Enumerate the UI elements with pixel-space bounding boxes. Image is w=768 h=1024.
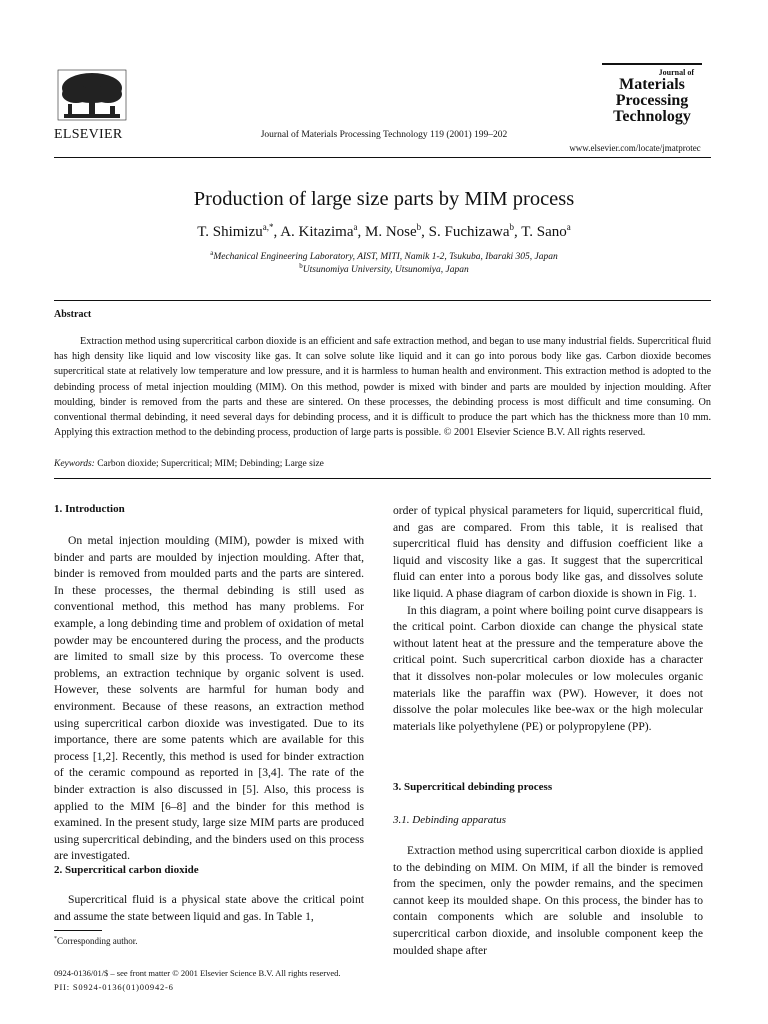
footnote-text: Corresponding author. (57, 936, 138, 946)
author-name: T. Sano (521, 224, 567, 240)
abstract-heading: Abstract (54, 309, 92, 320)
keywords-label: Keywords: (54, 459, 95, 469)
publisher-name: ELSEVIER (54, 127, 123, 142)
abstract-divider (54, 300, 711, 301)
author-separator: , (514, 224, 522, 240)
pii-identifier: PII: S0924-0136(01)00942-6 (54, 982, 174, 992)
front-matter-notice: 0924-0136/01/$ – see front matter © 2001 Elsevier Science B.V. All rights reserved. (54, 968, 341, 978)
author-list (0, 222, 768, 241)
keywords-divider (54, 478, 711, 479)
subsection-3-1-paragraph: Extraction method using supercritical carbon dioxide is applied to the debinding on MIM. On MIM, if all the binder is removed from the specimen, only the powder remains, and the specimen cannot keep its moulded shape. On this process, the binder has to contain components which are soluble and insoluble to supercritical carbon dioxide, and insoluble component keep the moulded shape after (393, 844, 703, 957)
section-2-paragraph: Supercritical fluid is a physical state above the critical point and assume the state between liquid and gas. In Table 1, (54, 893, 364, 923)
section-1-heading: 1. Introduction (54, 503, 125, 515)
journal-logo-line2: Processing (615, 92, 689, 109)
journal-logo (602, 63, 702, 125)
author-affiliation-mark: b (509, 222, 514, 232)
affiliation-b (0, 262, 768, 275)
footnote-rule (54, 930, 102, 931)
author-name: T. Shimizu (197, 224, 263, 240)
journal-citation: Journal of Materials Processing Technology 119 (2001) 199–202 (260, 130, 508, 140)
section-2-paragraph-2: In this diagram, a point where boiling point curve disappears is the critical point. Carbon dioxide can change the physical state without latent heat at the pressure and the temperature above the critical point. Such supercritical carbon dioxide has a character that it dissolves non-polar molecules or low molecules organic materials like the paraffin wax (PW). However, it does not dissolve the polar molecules like bee-wax or the high molecular materials like polyethylene (PE) or polypropylene (PP). (393, 603, 703, 733)
author-name: S. Fuchizawa (428, 224, 510, 240)
elsevier-tree-logo (54, 66, 130, 128)
section-2-body (54, 892, 364, 925)
author-name: A. Kitazima (280, 224, 354, 240)
journal-logo-small: Journal of (658, 68, 694, 77)
author-affiliation-mark: a (353, 222, 358, 232)
subsection-3-1-body (393, 843, 703, 959)
keywords (54, 459, 324, 469)
author-affiliation-mark: a,* (262, 222, 274, 232)
journal-logo-line1: Materials (619, 76, 685, 93)
section-3-heading: 3. Supercritical debinding process (393, 781, 553, 793)
abstract-text: Extraction method using supercritical carbon dioxide is an efficient and safe extraction method, and began to use many industrial fields. Supercritical fluid has high density like liquid and low viscosity like gas. It can solve solute like liquid and it can go into porous body like gas. Carbon dioxide becomes supercritical state at relatively low temperature and low pressure, and it is harmless to human health and environment. This extraction method is adopted to the debinding process of metal injection moulding (MIM). On this method, powder is mixed with binder and parts are moulded by injection moulding. After moulding, binder is removed from the parts and these are sintered. On these processes, the debinding process is most difficult and time consuming. On conventional thermal debinding, it need several days for debinding process, and it is difficult to produce the part which has the thickness more than 10 mm. Applying this extraction method to the debinding process, production of large parts is possible. © 2001 Elsevier Science B.V. All rights reserved. (54, 336, 711, 439)
header-divider (54, 157, 711, 158)
paper-title: Production of large size parts by MIM process (193, 188, 575, 210)
author-affiliation-mark: b (416, 222, 422, 232)
author-separator: , (273, 224, 281, 240)
affiliation-a (0, 249, 768, 262)
journal-logo-rule (602, 63, 702, 65)
journal-logo-line3: Technology (613, 108, 691, 125)
keywords-text: Carbon dioxide; Supercritical; MIM; Debinding; Large size (97, 459, 324, 469)
footnote-mark: * (54, 936, 57, 942)
section-2-continued (393, 503, 703, 735)
affiliation-a-text: Mechanical Engineering Laboratory, AIST, MITI, Namik 1-2, Tsukuba, Ibaraki 305, Japan (213, 252, 558, 263)
author-separator: , (357, 224, 365, 240)
affiliation-a-mark: a (210, 249, 214, 257)
author-separator: , (421, 224, 429, 240)
section-1-paragraph: On metal injection moulding (MIM), powder is mixed with binder and parts are moulded by injection moulding. After that, binder is removed from moulded parts and the parts are sintered. In these processes, the thermal debinding is still used as conventional method, this method has many problems. For example, a long debinding time and problem of oxidation of metal powder may be encountered during the process, and the products are limited to small size by this process. To overcome these problems, an extraction technique by organic solvent is used. However, these solvents are harmful for human body and environment. Because of these reasons, an extraction method using supercritical carbon dioxide was investigated. Due to its importance, there are some patents which are available for this process [1,2]. Recently, this method is used for binder extraction of the ceramic compound as reported in [3,4]. The rate of the binder extraction is also discussed in [5]. Also, this process is applied to the MIM [6–8] and the binder for this method is examined. In the present study, large size MIM parts are produced using supercritical debinding, and the binders used on this process are investigated. (54, 534, 364, 863)
footnote (54, 936, 138, 946)
affiliation-b-text: Utsunomiya University, Utsunomiya, Japan (302, 265, 469, 276)
subsection-3-1-heading: 3.1. Debinding apparatus (393, 814, 507, 826)
author-name: M. Nose (365, 224, 417, 240)
section-1-body (54, 533, 364, 865)
section-2-heading: 2. Supercritical carbon dioxide (54, 864, 199, 876)
section-2-paragraph-continued: order of typical physical parameters for liquid, supercritical fluid, and gas are compared. From this table, it is realised that supercritical fluid has density and diffusion coefficient like a liquid and viscosity like a gas. It suggest that the supercritical fluid can enter into a porous body like gas, and dissolves solute like liquid. A phase diagram of carbon dioxide is shown in Fig. 1. (393, 504, 703, 600)
journal-url[interactable]: www.elsevier.com/locate/jmatprotec (569, 143, 701, 153)
affiliation-b-mark: b (299, 262, 303, 270)
author-affiliation-mark: a (566, 222, 571, 232)
